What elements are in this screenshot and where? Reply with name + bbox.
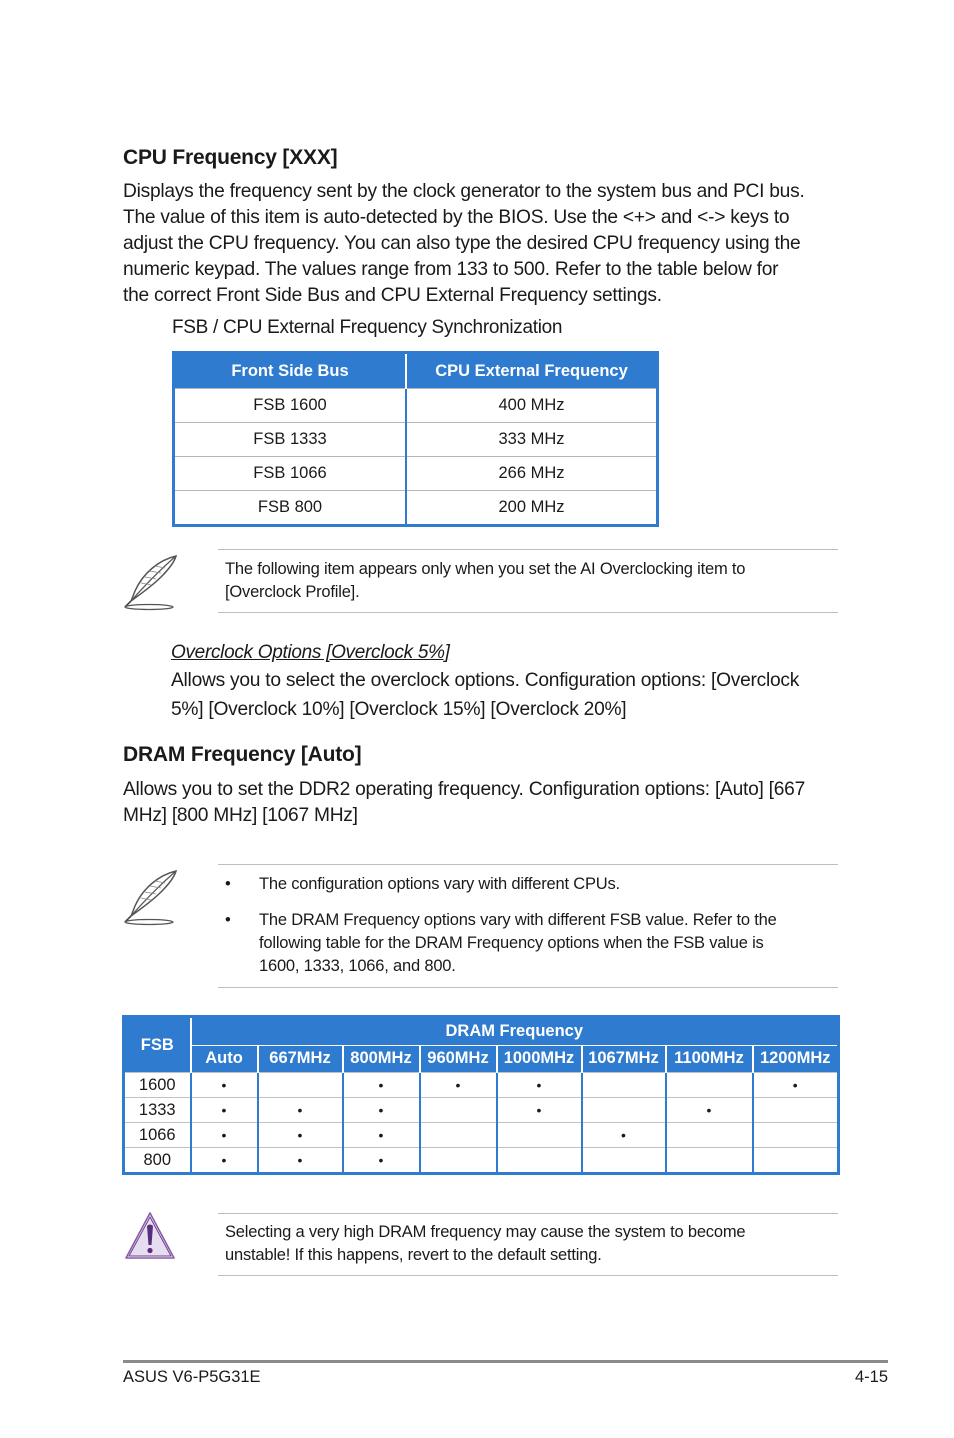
text-line: the correct Front Side Bus and CPU External Frequency settings. xyxy=(123,285,662,306)
table-row xyxy=(174,389,658,423)
note-bullet-list xyxy=(225,873,835,978)
text-line: 1600, 1333, 1066, and 800. xyxy=(259,957,456,975)
text-line: The value of this item is auto-detected by the BIOS. Use the <+> and <-> keys to xyxy=(123,207,790,228)
footer-rule xyxy=(123,1360,888,1363)
table-cell xyxy=(666,1073,753,1098)
bullet-marker: • xyxy=(225,875,231,893)
table-cell: FSB 1333 xyxy=(174,423,407,457)
text-line: The following item appears only when you set the AI Overclocking item to xyxy=(225,560,746,578)
footer-page-number: 4-15 xyxy=(854,1368,888,1386)
table-cell xyxy=(497,1123,582,1148)
table-cell: • xyxy=(343,1073,420,1098)
table-cell: • xyxy=(582,1123,666,1148)
table-row xyxy=(174,491,658,526)
text-line: Selecting a very high DRAM frequency may cause the system to become xyxy=(225,1223,746,1241)
column-header: 1100MHz xyxy=(666,1045,753,1073)
column-header: 1200MHz xyxy=(753,1045,839,1073)
text-line: Allows you to select the overclock options. Configuration options: [Overclock xyxy=(171,670,800,691)
cpu-frequency-description xyxy=(123,179,863,309)
note-divider-top xyxy=(218,549,838,550)
footer-product-name: ASUS V6-P5G31E xyxy=(123,1368,261,1386)
text-line: numeric keypad. The values range from 133 to 500. Refer to the table below for xyxy=(123,259,779,280)
column-header: 800MHz xyxy=(343,1045,420,1073)
feather-pen-icon xyxy=(121,868,181,931)
dram-frequency-description xyxy=(123,777,863,829)
table-cell: • xyxy=(343,1148,420,1174)
fsb-cpu-frequency-table xyxy=(172,351,659,527)
table-cell-fsb: 800 xyxy=(124,1148,191,1174)
table-cell xyxy=(582,1148,666,1174)
table-cell: • xyxy=(420,1073,497,1098)
column-header-front-side-bus: Front Side Bus xyxy=(174,353,407,389)
feather-pen-icon xyxy=(121,553,181,616)
column-header-fsb: FSB xyxy=(124,1017,191,1073)
table-cell: • xyxy=(666,1098,753,1123)
table-cell xyxy=(753,1148,839,1174)
table-cell xyxy=(420,1148,497,1174)
cpu-frequency-heading: CPU Frequency [XXX] xyxy=(123,146,338,169)
table-cell: • xyxy=(258,1098,343,1123)
table-row xyxy=(174,457,658,491)
text-line: MHz] [800 MHz] [1067 MHz] xyxy=(123,805,358,826)
table-cell xyxy=(420,1098,497,1123)
bullet-marker: • xyxy=(225,911,231,929)
table-cell xyxy=(582,1073,666,1098)
table-cell: • xyxy=(191,1148,258,1174)
text-line: Allows you to set the DDR2 operating frequency. Configuration options: [Auto] [667 xyxy=(123,779,806,800)
text-line: adjust the CPU frequency. You can also type the desired CPU frequency using the xyxy=(123,233,801,254)
list-item xyxy=(225,873,835,896)
text-line: [Overclock Profile]. xyxy=(225,583,360,601)
column-header: 960MHz xyxy=(420,1045,497,1073)
table-row xyxy=(124,1123,839,1148)
table-cell xyxy=(497,1148,582,1174)
table-header-row xyxy=(174,353,658,389)
column-header-dram-frequency: DRAM Frequency xyxy=(191,1017,839,1046)
warning-triangle-icon xyxy=(123,1209,177,1268)
text-line: unstable! If this happens, revert to the default setting. xyxy=(225,1246,602,1264)
table-cell xyxy=(753,1098,839,1123)
table-cell xyxy=(582,1098,666,1123)
text-line: 5%] [Overclock 10%] [Overclock 15%] [Overclock 20%] xyxy=(171,699,627,720)
table-row xyxy=(124,1098,839,1123)
table-row xyxy=(124,1148,839,1174)
table-cell-fsb: 1333 xyxy=(124,1098,191,1123)
overclock-options-description xyxy=(171,666,871,724)
table-cell: • xyxy=(258,1123,343,1148)
table-row xyxy=(174,423,658,457)
dram-frequency-heading: DRAM Frequency [Auto] xyxy=(123,743,362,766)
table-cell xyxy=(420,1123,497,1148)
warning-divider-top xyxy=(218,1213,838,1214)
table-cell: • xyxy=(343,1098,420,1123)
table-cell: • xyxy=(497,1098,582,1123)
text-line: The DRAM Frequency options vary with different FSB value. Refer to the xyxy=(259,911,777,929)
table-cell: 333 MHz xyxy=(406,423,658,457)
column-header: Auto xyxy=(191,1045,258,1073)
table-cell: • xyxy=(191,1073,258,1098)
table-cell: • xyxy=(753,1073,839,1098)
table-cell: 266 MHz xyxy=(406,457,658,491)
table-cell: 400 MHz xyxy=(406,389,658,423)
table-cell: • xyxy=(343,1123,420,1148)
table-cell-fsb: 1600 xyxy=(124,1073,191,1098)
table-header-row xyxy=(124,1017,839,1046)
note-divider-bottom xyxy=(218,612,838,613)
column-header: 1067MHz xyxy=(582,1045,666,1073)
overclock-options-title: Overclock Options [Overclock 5%] xyxy=(171,642,450,663)
text-line: Displays the frequency sent by the clock generator to the system bus and PCI bus. xyxy=(123,181,805,202)
column-header: 1000MHz xyxy=(497,1045,582,1073)
table-header-row xyxy=(124,1045,839,1073)
column-header-cpu-external-frequency: CPU External Frequency xyxy=(406,353,658,389)
table-cell: FSB 800 xyxy=(174,491,407,526)
table-cell: 200 MHz xyxy=(406,491,658,526)
table-cell: FSB 1600 xyxy=(174,389,407,423)
table-cell xyxy=(666,1123,753,1148)
note-divider-bottom xyxy=(218,987,838,988)
table-cell xyxy=(666,1148,753,1174)
table-cell xyxy=(258,1073,343,1098)
table-row xyxy=(124,1073,839,1098)
table-cell: FSB 1066 xyxy=(174,457,407,491)
dram-frequency-table xyxy=(122,1015,840,1175)
fsb-table-caption: FSB / CPU External Frequency Synchronization xyxy=(172,317,563,338)
table-cell-fsb: 1066 xyxy=(124,1123,191,1148)
warning-divider-bottom xyxy=(218,1275,838,1276)
text-line: The configuration options vary with different CPUs. xyxy=(259,875,620,893)
note-text xyxy=(225,558,745,604)
list-item xyxy=(225,909,835,978)
table-cell: • xyxy=(191,1098,258,1123)
table-cell: • xyxy=(497,1073,582,1098)
column-header: 667MHz xyxy=(258,1045,343,1073)
warning-text xyxy=(225,1221,745,1267)
table-cell: • xyxy=(258,1148,343,1174)
table-cell xyxy=(753,1123,839,1148)
table-cell: • xyxy=(191,1123,258,1148)
text-line: following table for the DRAM Frequency options when the FSB value is xyxy=(259,934,764,952)
note-divider-top xyxy=(218,864,838,865)
